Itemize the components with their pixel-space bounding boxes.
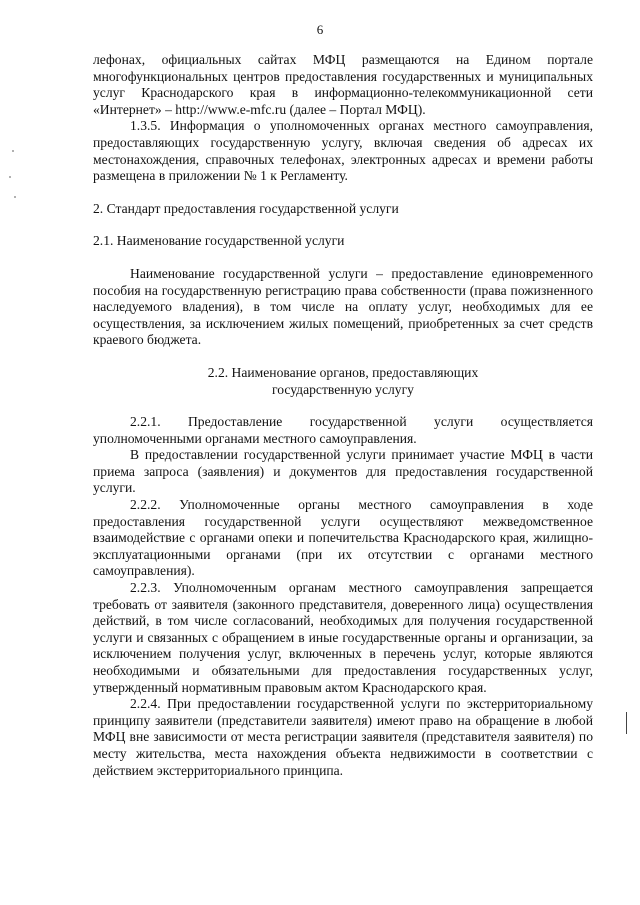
paragraph-2-2-3: 2.2.3. Уполномоченным органам местного самоуправления запрещается требовать от заявителя (законного представителя, доверенного лица) осуществления действий, в том числе согласований, необходимых для получения государственной услуги и связанных с обращением в иные государственные органы и организации, за исключением получения услуг, включенных в перечень услуг, которые являются необходимыми и обязательными для предоставления государственных услуг, утвержденный нормативным правовым актом Краснодарского края. [93, 580, 593, 695]
scan-speck [9, 176, 11, 178]
spacer [93, 250, 593, 266]
paragraph-2-2-4: 2.2.4. При предоставлении государственной услуги по экстерриториальному принципу заявители (представители заявителя) имеют право на обращение в любой МФЦ вне зависимости от места регистрации заявителя (представителя заявителя) по месту жительства, места нахождения объекта недвижимости в соответствии с действием экстерриториального принципа. [93, 696, 593, 778]
scan-speck [14, 196, 16, 198]
spacer [93, 217, 593, 233]
spacer [93, 185, 593, 201]
subsection-heading-2-2 [93, 365, 593, 398]
section-heading-2: 2. Стандарт предоставления государственной услуги [93, 200, 399, 216]
spacer [93, 349, 593, 365]
paragraph-2-2-1: 2.2.1. Предоставление государственной услуги осуществляется уполномоченными органами местного самоуправления. [93, 414, 593, 446]
scan-speck [12, 150, 14, 152]
paragraph-2-2-2: 2.2.2. Уполномоченные органы местного самоуправления в ходе предоставления государственной услуги осуществляют межведомственное взаимодействие с органами опеки и попечительства Краснодарского края, жилищно-эксплуатационными органами (при их отсутствии с органами местного самоуправления). [93, 497, 593, 579]
scan-margin-mark [626, 712, 627, 734]
paragraph-mfc-participation: В предоставлении государственной услуги принимает участие МФЦ в части приема запроса (заявления) и документов для предоставления государственной услуги. [93, 447, 593, 496]
subsection-heading-2-1: 2.1. Наименование государственной услуги [93, 233, 345, 249]
paragraph-1-3-5: 1.3.5. Информация о уполномоченных органах местного самоуправления, предоставляющих государственную услугу, включая сведения об адресах их местонахождения, справочных телефонах, электронных адресах и времени работы размещена в приложении № 1 к Регламенту. [93, 118, 593, 184]
heading-line-2: государственную услугу [272, 381, 414, 397]
document-body [93, 52, 593, 779]
page-number: 6 [316, 22, 324, 37]
spacer [93, 398, 593, 414]
paragraph-2-1: Наименование государственной услуги – предоставление единовременного пособия на государственную регистрацию права собственности (права пожизненного наследуемого владения), в том числе на оплату услуг, необходимых для ее осуществления, за исключением жилых помещений, приобретенных за счет средств краевого бюджета. [93, 265, 593, 348]
paragraph-continuation: лефонах, официальных сайтах МФЦ размещаются на Едином портале многофункциональных центров предоставления государственных и муниципальных услуг Краснодарского края в информационно-телекоммуникационной сети «Интернет» – http://www.e-mfc.ru (далее – Портал МФЦ). [93, 52, 593, 117]
heading-line-1: 2.2. Наименование органов, предоставляющих [207, 364, 479, 380]
